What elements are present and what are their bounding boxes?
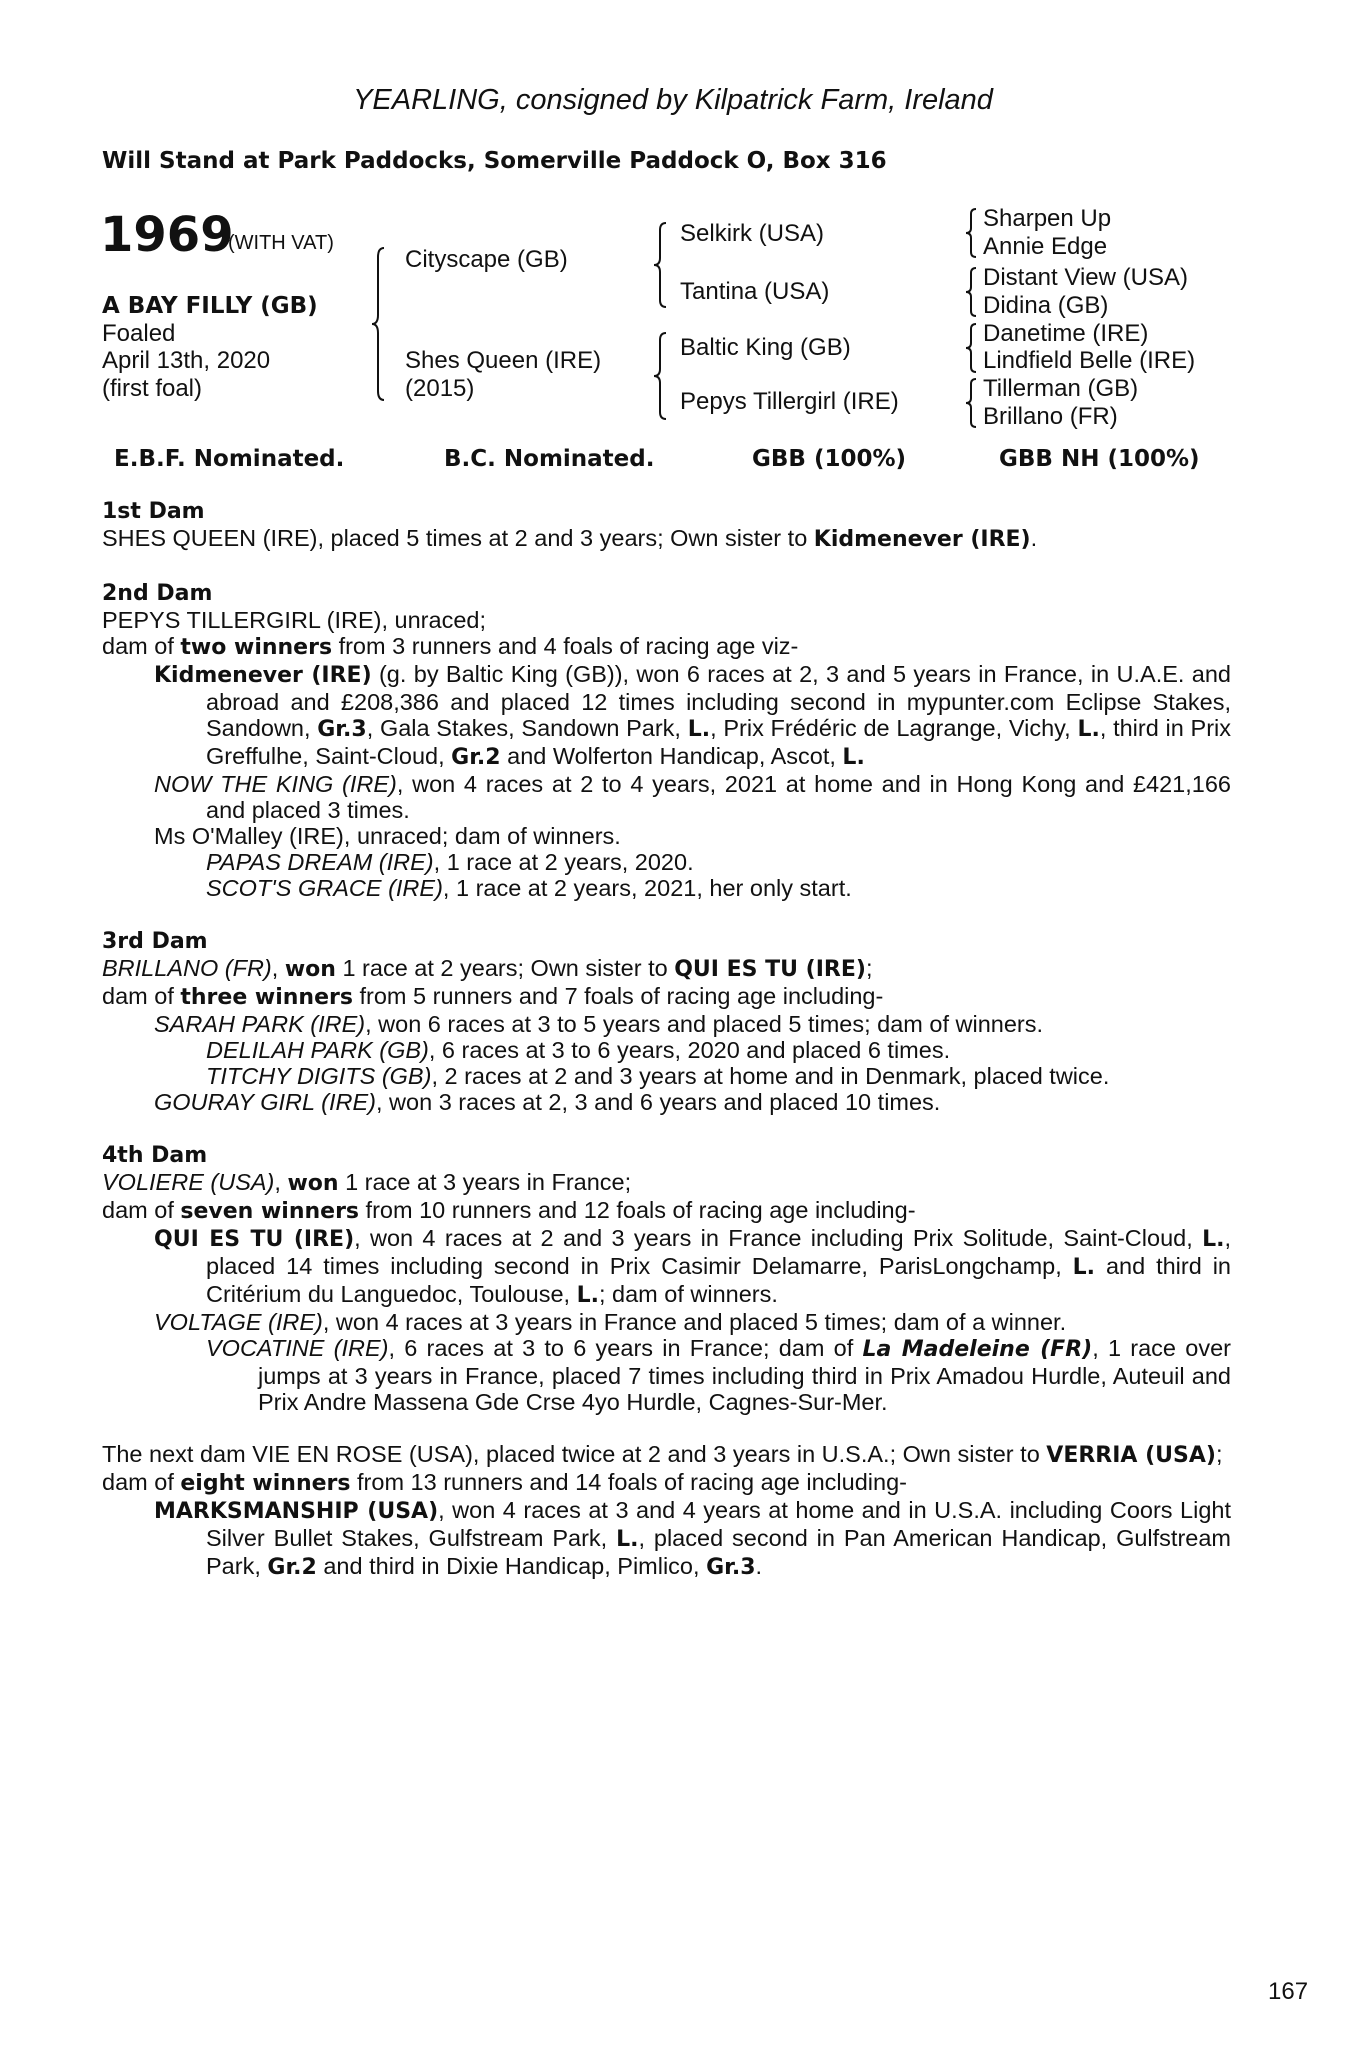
text-segment: Gr.2 [451, 745, 501, 770]
family-history [102, 497, 1231, 1607]
text-segment: 1 race at 3 years in France; [338, 1169, 632, 1195]
dam: Shes Queen (IRE) [405, 347, 602, 374]
text-segment: won [287, 1171, 339, 1196]
ancestor: Brillano (FR) [983, 403, 1118, 430]
pedigree-entry [102, 1089, 1231, 1115]
text-segment: won [284, 957, 336, 982]
pedigree-entry [102, 633, 1231, 661]
brace-icon [652, 222, 668, 308]
text-segment: VOCATINE (IRE) [206, 1335, 389, 1361]
text-segment: , [274, 1169, 288, 1195]
text-segment: and third in Critérium du Languedoc, Toulouse, [206, 1253, 1231, 1307]
ancestor: Annie Edge [983, 233, 1108, 260]
pedigree-entry [102, 1335, 1231, 1415]
catalogue-title: YEARLING, consigned by Kilpatrick Farm, Ireland [353, 84, 993, 116]
text-segment: dam of [102, 633, 181, 659]
text-segment: eight winners [180, 1471, 351, 1496]
text-segment: PEPYS TILLERGIRL (IRE), unraced; [102, 607, 486, 633]
text-segment: and Wolferton Handicap, Ascot, [500, 743, 843, 769]
text-segment: three winners [180, 985, 353, 1010]
pedigree-entry [102, 983, 1231, 1011]
text-segment: L. [576, 1283, 599, 1308]
pedigree-entry [102, 525, 1231, 553]
dam-section [102, 1441, 1231, 1581]
text-segment: ; [865, 955, 873, 981]
pedigree-entry [102, 823, 1231, 849]
text-segment: from 13 runners and 14 foals of racing age including- [350, 1469, 907, 1495]
text-segment: Gr.3 [317, 717, 367, 742]
text-segment: Gr.2 [267, 1555, 317, 1580]
text-segment: from 10 runners and 12 foals of racing age including- [359, 1197, 916, 1223]
text-segment: seven winners [180, 1199, 360, 1224]
vat-note: (WITH VAT) [228, 232, 334, 254]
pedigree-entry [102, 1011, 1231, 1037]
text-segment: NOW THE KING (IRE) [154, 771, 397, 797]
text-segment: 4th Dam [102, 1143, 208, 1168]
text-segment: Kidmenever (IRE) [813, 527, 1031, 552]
dam-sire: Baltic King (GB) [680, 334, 851, 361]
text-segment: L. [842, 745, 865, 770]
text-segment: SARAH PARK (IRE) [154, 1011, 366, 1037]
section-heading [102, 927, 1231, 955]
text-segment: . [1030, 525, 1038, 551]
text-segment: PAPAS DREAM (IRE) [206, 849, 434, 875]
section-heading [102, 579, 1231, 607]
text-segment: 2nd Dam [102, 581, 213, 606]
pedigree-entry [102, 771, 1231, 823]
text-segment: dam of [102, 1197, 181, 1223]
text-segment: , Prix Frédéric de Lagrange, Vichy, [710, 715, 1078, 741]
pedigree-entry [102, 1441, 1231, 1469]
text-segment: , 1 race at 2 years, 2021, her only start. [442, 875, 852, 901]
text-segment: , third in Prix Greffulhe, Saint-Cloud, [206, 715, 1232, 769]
text-segment: 1st Dam [102, 499, 205, 524]
text-segment: , Gala Stakes, Sandown Park, [366, 715, 688, 741]
text-segment: and third in Dixie Handicap, Pimlico, [316, 1553, 707, 1579]
bc-nomination: B.C. Nominated. [444, 446, 655, 472]
dam-section [102, 497, 1231, 553]
text-segment: MARKSMANSHIP (USA) [154, 1499, 439, 1524]
text-segment: Ms O'Malley (IRE), unraced; dam of winners. [154, 823, 621, 849]
ancestor: Lindfield Belle (IRE) [983, 347, 1196, 374]
text-segment: , won 3 races at 2, 3 and 6 years and placed 10 times. [376, 1089, 941, 1115]
gbb-nomination: GBB (100%) [752, 446, 907, 472]
text-segment: , 1 race over jumps at 3 years in France, placed 7 times including third in Prix Amadou Hurdle, Auteuil and Prix Andre Massena Gde Crse 4yo Hurdle, Cagnes-Sur-Mer. [258, 1335, 1231, 1415]
text-segment: 3rd Dam [102, 929, 208, 954]
text-segment: BRILLANO (FR) [102, 955, 272, 981]
text-segment: DELILAH PARK (GB) [206, 1037, 429, 1063]
brace-icon [964, 267, 978, 317]
text-segment: The next dam VIE EN ROSE (USA), placed twice at 2 and 3 years in U.S.A.; Own sister to [102, 1441, 1047, 1467]
pedigree-entry [102, 1309, 1231, 1335]
dam-year: (2015) [405, 375, 475, 402]
text-segment: ; dam of winners. [598, 1281, 778, 1307]
brace-icon [964, 208, 978, 258]
dam-section [102, 1141, 1231, 1415]
pedigree-entry [102, 849, 1231, 875]
text-segment: two winners [180, 635, 333, 660]
text-segment: TITCHY DIGITS (GB) [206, 1063, 432, 1089]
text-segment: La Madeleine (FR) [862, 1337, 1093, 1362]
pedigree-entry [102, 1469, 1231, 1497]
text-segment: L. [616, 1527, 639, 1552]
text-segment: L. [687, 717, 711, 742]
text-segment: , 6 races at 3 to 6 years, 2020 and placed 6 times. [428, 1037, 951, 1063]
pedigree-entry [102, 1063, 1231, 1089]
text-segment: dam of [102, 983, 181, 1009]
text-segment: , won 6 races at 3 to 5 years and placed 5 times; dam of winners. [365, 1011, 1044, 1037]
gbb-nh-nomination: GBB NH (100%) [999, 446, 1200, 472]
brace-icon [964, 323, 978, 373]
brace-icon [652, 332, 668, 420]
text-segment: . [755, 1553, 763, 1579]
ancestor: Tillerman (GB) [983, 375, 1139, 402]
pedigree-entry [102, 955, 1231, 983]
brace-icon [370, 247, 386, 401]
text-segment: , won 4 races at 3 and 4 years at home and in U.S.A. including Coors Light Silver Bullet Stakes, Gulfstream Park, [206, 1497, 1232, 1551]
ebf-nomination: E.B.F. Nominated. [114, 446, 345, 472]
text-segment: , 2 races at 2 and 3 years at home and in Denmark, placed twice. [431, 1063, 1110, 1089]
sire-sire: Selkirk (USA) [680, 220, 825, 247]
pedigree-entry [102, 1169, 1231, 1197]
text-segment: 1 race at 2 years; Own sister to [335, 955, 675, 981]
text-segment: SCOT'S GRACE (IRE) [206, 875, 443, 901]
section-heading [102, 1141, 1231, 1169]
text-segment: ; [1215, 1441, 1223, 1467]
sire-dam: Tantina (USA) [680, 278, 830, 305]
foaled-label: Foaled [102, 320, 176, 347]
ancestor: Sharpen Up [983, 205, 1112, 232]
pedigree-entry [102, 1037, 1231, 1063]
text-segment: VERRIA (USA) [1046, 1443, 1216, 1468]
dam-section [102, 927, 1231, 1115]
text-segment: , won 4 races at 3 years in France and placed 5 times; dam of a winner. [322, 1309, 1067, 1335]
text-segment: L. [1202, 1227, 1225, 1252]
text-segment: (g. by Baltic King (GB)), won 6 races at 2, 3 and 5 years in France, in U.A.E. and abroad and £208,386 and placed 12 times including second in mypunter.com Eclipse Stakes, Sandown, [206, 661, 1231, 741]
text-segment: QUI ES TU (IRE) [674, 957, 866, 982]
brace-icon [964, 378, 978, 428]
text-segment: , 1 race at 2 years, 2020. [433, 849, 694, 875]
text-segment: , won 4 races at 2 and 3 years in France including Prix Solitude, Saint-Cloud, [354, 1225, 1203, 1251]
text-segment: L. [1077, 717, 1100, 742]
pedigree-entry [102, 875, 1231, 901]
text-segment: dam of [102, 1469, 181, 1495]
text-segment: , [271, 955, 285, 981]
pedigree-entry [102, 1197, 1231, 1225]
text-segment: , won 4 races at 2 to 4 years, 2021 at home and in Hong Kong and £421,166 and placed 3 times. [206, 771, 1231, 823]
pedigree-entry [102, 1225, 1231, 1309]
ancestor: Distant View (USA) [983, 264, 1188, 291]
page-number: 167 [1268, 1978, 1309, 2005]
text-segment: , 6 races at 3 to 6 years in France; dam of [388, 1335, 863, 1361]
sire: Cityscape (GB) [405, 246, 568, 273]
text-segment: GOURAY GIRL (IRE) [154, 1089, 376, 1115]
dam-dam: Pepys Tillergirl (IRE) [680, 388, 899, 415]
text-segment: , placed second in Pan American Handicap, Gulfstream Park, [206, 1525, 1231, 1579]
text-segment: L. [1072, 1255, 1096, 1280]
text-segment: , placed 14 times including second in Prix Casimir Delamarre, ParisLongchamp, [206, 1225, 1231, 1279]
dam-section [102, 579, 1231, 901]
text-segment: VOLIERE (USA) [102, 1169, 275, 1195]
section-heading [102, 497, 1231, 525]
text-segment: Kidmenever (IRE) [154, 663, 372, 688]
text-segment: from 3 runners and 4 foals of racing age viz- [332, 633, 799, 659]
pedigree-entry [102, 1497, 1231, 1581]
text-segment: SHES QUEEN (IRE), placed 5 times at 2 and 3 years; Own sister to [102, 525, 814, 551]
text-segment: QUI ES TU (IRE) [154, 1227, 355, 1252]
pedigree-entry [102, 661, 1231, 771]
foaled-date: April 13th, 2020 [102, 347, 271, 374]
ancestor: Danetime (IRE) [983, 320, 1149, 347]
foal-note: (first foal) [102, 375, 203, 402]
lot-number: 1969 [100, 207, 234, 263]
text-segment: Gr.3 [706, 1555, 756, 1580]
text-segment: from 5 runners and 7 foals of racing age including- [352, 983, 884, 1009]
stand-location: Will Stand at Park Paddocks, Somerville Paddock O, Box 316 [102, 148, 887, 174]
pedigree-entry [102, 607, 1231, 633]
text-segment: VOLTAGE (IRE) [154, 1309, 323, 1335]
ancestor: Didina (GB) [983, 292, 1109, 319]
horse-name: A BAY FILLY (GB) [102, 293, 318, 319]
